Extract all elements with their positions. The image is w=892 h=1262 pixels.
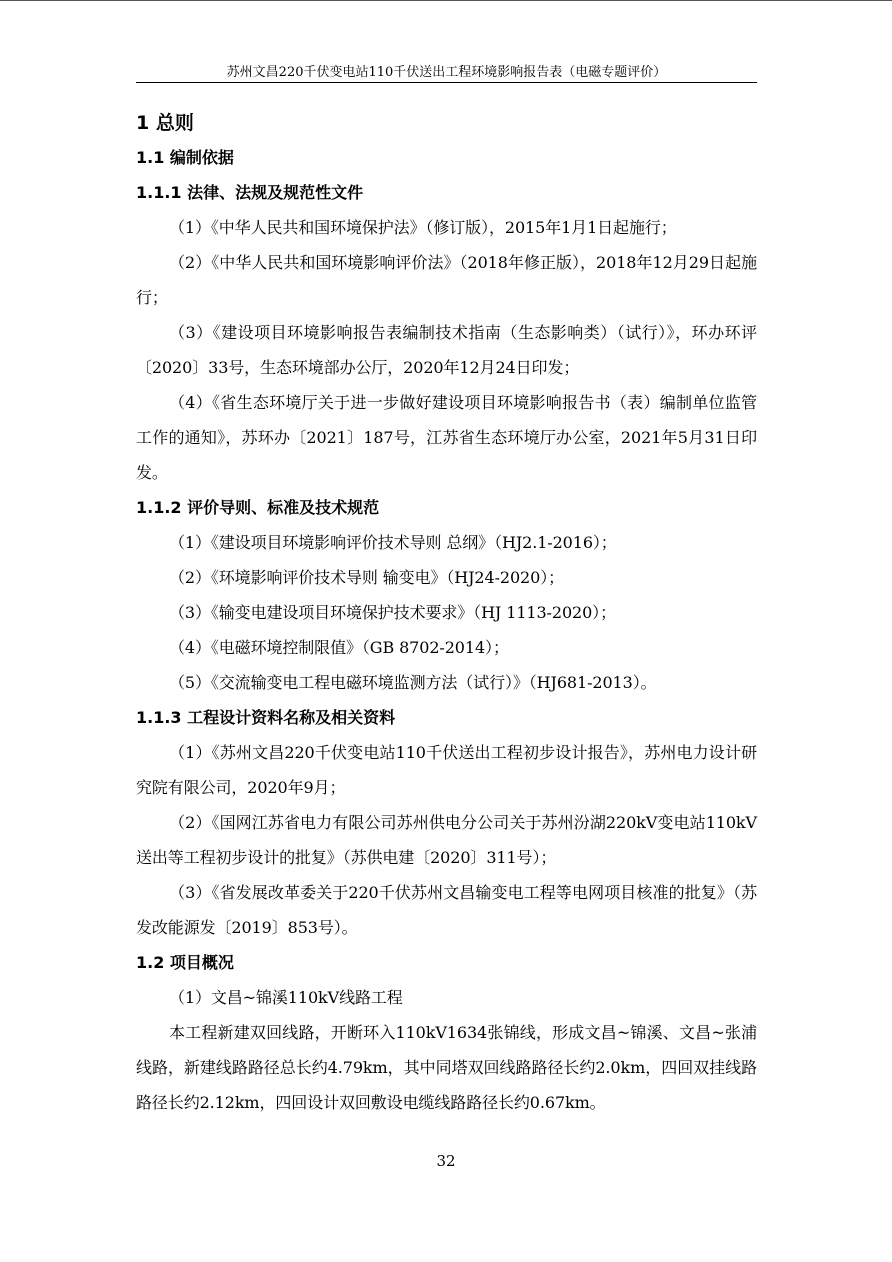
project-description: 本工程新建双回线路，开断环入110kV1634张锦线，形成文昌~锦溪、文昌~张浦线路，新建线路路径总长约4.79km，其中同塔双回线路路径长约2.0km，四回双挂线路路径长约2.12km，四回设计双回敷设电缆线路路径长约0.67km。 <box>136 1023 757 1112</box>
design-item-3: （3）《省发展改革委关于220千伏苏州文昌输变电工程等电网项目核准的批复》（苏发改能源发〔2019〕853号）。 <box>136 883 757 937</box>
standard-item-5: （5）《交流输变电工程电磁环境监测方法（试行）》（HJ681-2013）。 <box>169 673 657 692</box>
header-rule <box>136 82 757 83</box>
section-1-heading: 1 总则 <box>136 112 194 134</box>
law-item-4: （4）《省生态环境厅关于进一步做好建设项目环境影响报告书（表）编制单位监管工作的通知》，苏环办〔2021〕187号，江苏省生态环境厅办公室，2021年5月31日印发。 <box>136 393 757 482</box>
law-item-3: （3）《建设项目环境影响报告表编制技术指南（生态影响类）（试行）》，环办环评〔2020〕33号，生态环境部办公厅，2020年12月24日印发； <box>136 323 757 377</box>
law-item-2: （2）《中华人民共和国环境影响评价法》（2018年修正版），2018年12月29日起施行； <box>136 253 757 307</box>
law-item-1: （1）《中华人民共和国环境保护法》（修订版），2015年1月1日起施行； <box>169 218 677 237</box>
section-1-2-heading: 1.2 项目概况 <box>136 953 234 972</box>
project-item-1: （1）文昌~锦溪110kV线路工程 <box>169 988 403 1007</box>
standard-item-4: （4）《电磁环境控制限值》（GB 8702-2014）； <box>169 638 509 657</box>
design-item-1: （1）《苏州文昌220千伏变电站110千伏送出工程初步设计报告》，苏州电力设计研究院有限公司，2020年9月； <box>136 743 757 797</box>
standard-item-2: （2）《环境影响评价技术导则 输变电》（HJ24-2020）； <box>169 568 565 587</box>
page-number: 32 <box>436 1152 456 1170</box>
section-1-1-heading: 1.1 编制依据 <box>136 148 234 167</box>
design-item-2: （2）《国网江苏省电力有限公司苏州供电分公司关于苏州汾湖220kV变电站110kV送出等工程初步设计的批复》（苏供电建〔2020〕311号）； <box>136 813 757 867</box>
section-1-1-2-heading: 1.1.2 评价导则、标准及技术规范 <box>136 498 380 517</box>
section-1-1-1-heading: 1.1.1 法律、法规及规范性文件 <box>136 183 364 202</box>
standard-item-1: （1）《建设项目环境影响评价技术导则 总纲》（HJ2.1-2016）； <box>169 533 617 552</box>
section-1-1-3-heading: 1.1.3 工程设计资料名称及相关资料 <box>136 708 396 727</box>
standard-item-3: （3）《输变电建设项目环境保护技术要求》（HJ 1113-2020）； <box>169 603 616 622</box>
running-header: 苏州文昌220千伏变电站110千伏送出工程环境影响报告表（电磁专题评价） <box>226 65 667 80</box>
page-top-border <box>0 0 892 1</box>
page-body <box>136 106 757 1120</box>
